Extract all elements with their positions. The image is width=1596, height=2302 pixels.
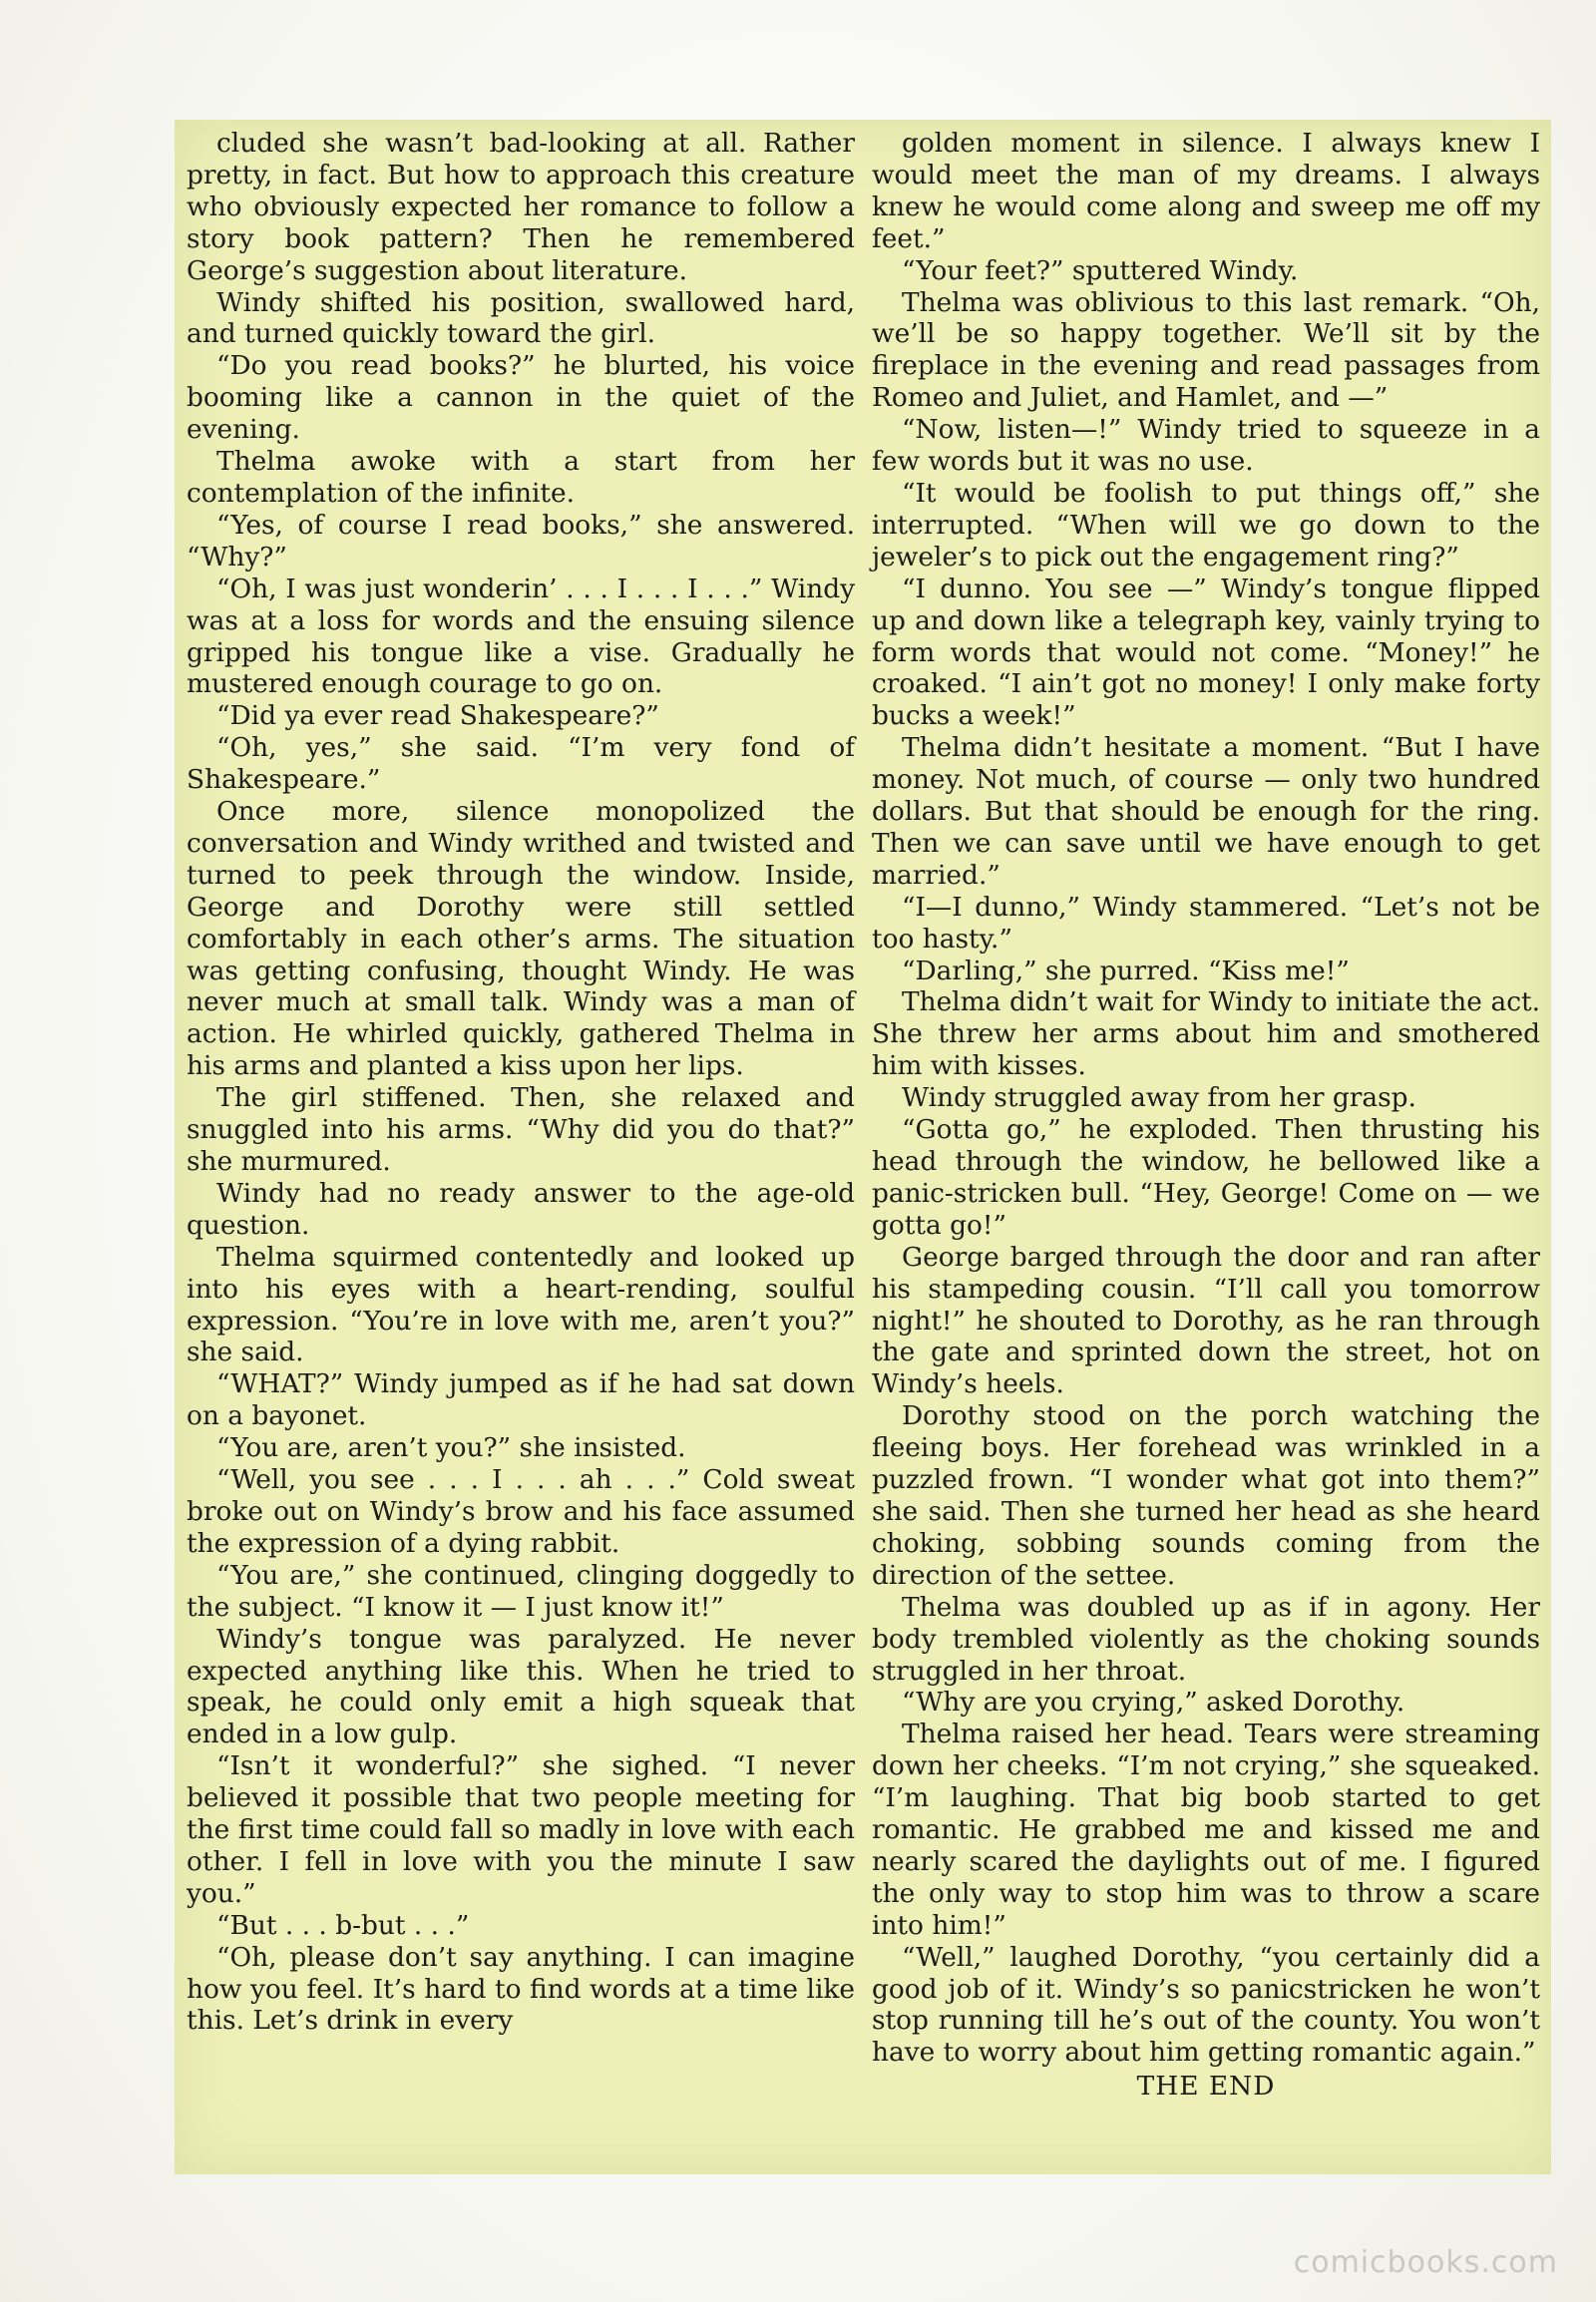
paragraph: Dorothy stood on the porch watching the fleeing boys. Her forehead was wrinkled in a puzzled frown. “I wonder what got into them?” she said. Then she turned her head as she heard choking, sobbing sounds coming from the direction of the settee. [872, 1400, 1540, 1591]
the-end-label: THE END [1136, 2071, 1276, 2103]
paragraph: “WHAT?” Windy jumped as if he had sat down on a bayonet. [187, 1368, 855, 1432]
paragraph: “Isn’t it wonderful?” she sighed. “I never believed it possible that two people meeting for the first time could fall so madly in love with each other. I fell in love with you the minute I saw you.” [187, 1750, 855, 1909]
paragraph: “But . . . b-but . . .” [216, 1909, 470, 1941]
paragraph: “Oh, I was just wonderin’ . . . I . . . I . . .” Windy was at a loss for words and the ensuing silence gripped his tongue like a vise. Gradually he mustered enough courage to go on. [187, 573, 855, 700]
paragraph: Windy had no ready answer to the age-old question. [187, 1177, 855, 1241]
paragraph: Thelma didn’t wait for Windy to initiate the act. She threw her arms about him and smothered him with kisses. [872, 986, 1540, 1082]
paragraph: “Do you read books?” he blurted, his voice booming like a cannon in the quiet of the evening. [187, 350, 855, 446]
paragraph: “Darling,” she purred. “Kiss me!” [902, 955, 1350, 986]
paragraph: “Now, listen—!” Windy tried to squeeze in a few words but it was no use. [872, 414, 1540, 478]
paragraph: “Gotta go,” he exploded. Then thrusting his head through the window, he bellowed like a panic-stricken bull. “Hey, George! Come on — we gotta go!” [872, 1114, 1540, 1241]
paragraph: George barged through the door and ran after his stampeding cousin. “I’ll call you tomorrow night!” he shouted to Dorothy, as he ran through the gate and sprinted down the street, hot on Windy’s heels. [872, 1241, 1540, 1400]
paragraph: Once more, silence monopolized the conversation and Windy writhed and twisted and turned to peek through the window. Inside, George and Dorothy were still settled comfortably in each other’s arms. The situation was getting confusing, thought Windy. He was never much at small talk. Windy was a man of action. He whirled quickly, gathered Thelma in his arms and planted a kiss upon her lips. [187, 796, 855, 1082]
paragraph: “Your feet?” sputtered Windy. [902, 254, 1299, 286]
paragraph: “Well, you see . . . I . . . ah . . .” Cold sweat broke out on Windy’s brow and his face assumed the expression of a dying rabbit. [187, 1464, 855, 1559]
paragraph: “Why are you crying,” asked Dorothy. [902, 1687, 1405, 1719]
paragraph: “I dunno. You see —” Windy’s tongue flipped up and down like a telegraph key, vainly trying to form words that would not come. “Money!” he croaked. “I ain’t got no money! I only make forty bucks a week!” [872, 573, 1540, 732]
paragraph: “Oh, yes,” she said. “I’m very fond of Shakespeare.” [187, 732, 855, 796]
paragraph: Thelma squirmed contentedly and looked up into his eyes with a heart-rending, soulful expression. “You’re in love with me, aren’t you?” she said. [187, 1241, 855, 1368]
paragraph: “It would be foolish to put things off,” she interrupted. “When will we go down to the jeweler’s to pick out the engagement ring?” [872, 477, 1540, 573]
paragraph: Windy struggled away from her grasp. [902, 1082, 1416, 1114]
paragraph: The girl stiffened. Then, she relaxed and snuggled into his arms. “Why did you do that?” she murmured. [187, 1082, 855, 1177]
paragraph: “Oh, please don’t say anything. I can imagine how you feel. It’s hard to find words at a time like this. Let’s drink in every [187, 1941, 855, 2037]
paragraph: “Did ya ever read Shakespeare?” [216, 700, 659, 732]
paragraph: “Yes, of course I read books,” she answered. “Why?” [187, 509, 855, 573]
paragraph: Thelma was doubled up as if in agony. Her body trembled violently as the choking sounds struggled in her throat. [872, 1591, 1540, 1687]
paragraph: “Well,” laughed Dorothy, “you certainly did a good job of it. Windy’s so panicstricken he won’t stop running till he’s out of the county. You won’t have to worry about him getting romantic again.” [872, 1941, 1540, 2069]
paragraph: Thelma didn’t hesitate a moment. “But I have money. Not much, of course — only two hundred dollars. But that should be enough for the ring. Then we can save until we have enough to get married.” [872, 732, 1540, 891]
paragraph: “You are,” she continued, clinging doggedly to the subject. “I know it — I just know it!” [187, 1559, 855, 1623]
paragraph: Windy shifted his position, swallowed hard, and turned quickly toward the girl. [187, 286, 855, 350]
paragraph: Thelma was oblivious to this last remark. “Oh, we’ll be so happy together. We’ll sit by the fireplace in the evening and read passages from Romeo and Juliet, and Hamlet, and —” [872, 286, 1540, 414]
paragraph: golden moment in silence. I always knew I would meet the man of my dreams. I always knew he would come along and sweep me off my feet.” [872, 128, 1540, 254]
paragraph: “I—I dunno,” Windy stammered. “Let’s not be too hasty.” [872, 891, 1540, 955]
paragraph: Windy’s tongue was paralyzed. He never expected anything like this. When he tried to speak, he could only emit a high squeak that ended in a low gulp. [187, 1623, 855, 1750]
paragraph: “You are, aren’t you?” she insisted. [216, 1432, 686, 1464]
paragraph: cluded she wasn’t bad-looking at all. Rather pretty, in fact. But how to approach this creature who obviously expected her romance to follow a story book pattern? Then he remembered George’s suggestion about literature. [187, 128, 855, 286]
watermark: comicbooks.com [1293, 2245, 1558, 2280]
left-column [187, 128, 855, 2037]
paragraph: Thelma raised her head. Tears were streaming down her cheeks. “I’m not crying,” she squeaked. “I’m laughing. That big boob started to get romantic. He grabbed me and kissed me and nearly scared the daylights out of me. I figured the only way to stop him was to throw a scare into him!” [872, 1719, 1540, 1941]
paragraph: Thelma awoke with a start from her contemplation of the infinite. [187, 446, 855, 509]
right-column [872, 128, 1540, 2103]
